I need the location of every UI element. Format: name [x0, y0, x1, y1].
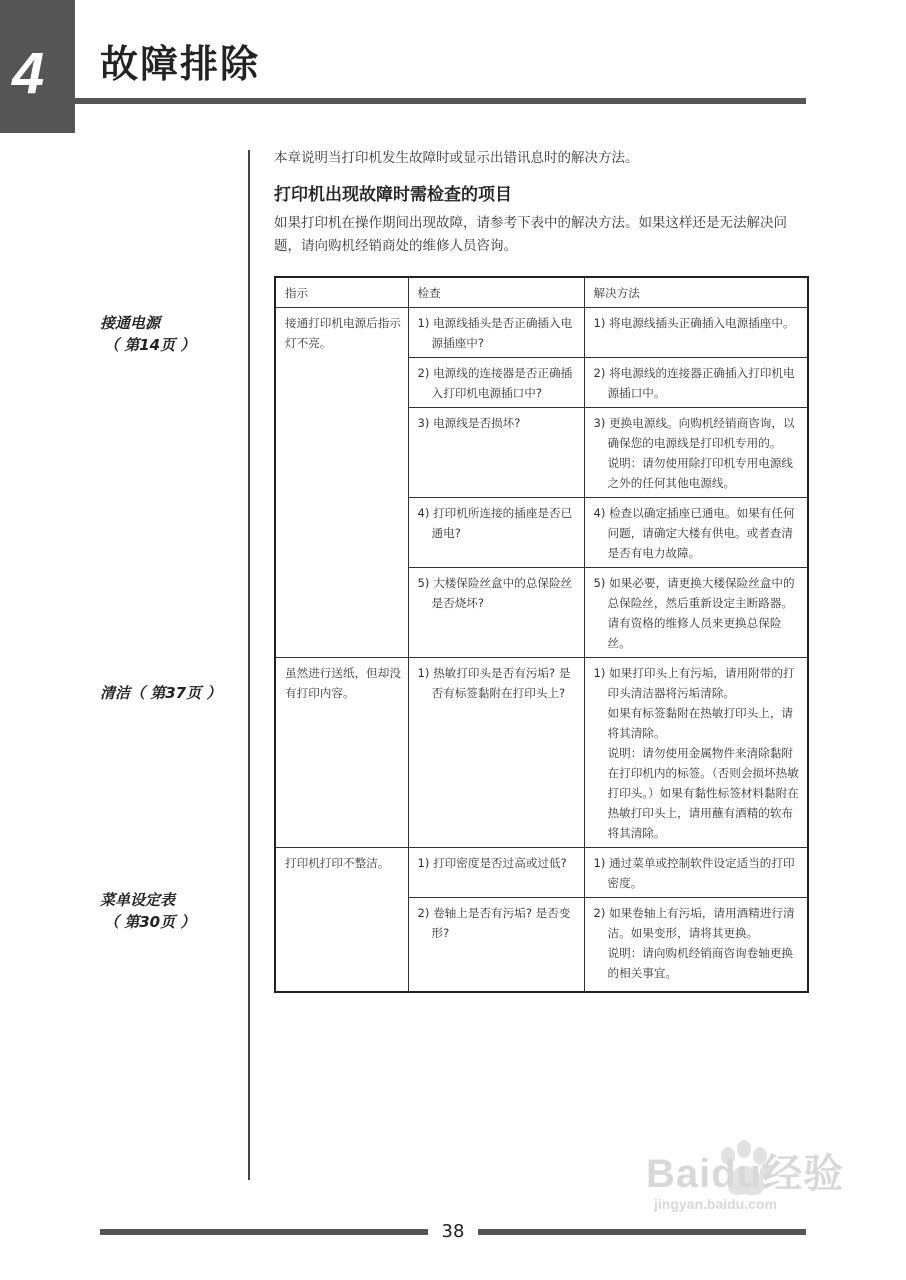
header-solution: 解决方法 [584, 277, 808, 308]
footer-bar-right [478, 1229, 806, 1235]
check-cell [408, 568, 584, 658]
check-text: 1) 电源线插头是否正确插入电源插座中? [417, 316, 573, 350]
section-description: 如果打印机在操作期间出现故障，请参考下表中的解决方法。如果这样还是无法解决问题，请向购机经销商处的维修人员咨询。 [274, 215, 787, 254]
chapter-title: 故障排除 [100, 42, 261, 86]
indication-text: 打印机打印不整洁。 [285, 856, 390, 870]
check-text: 2) 卷轴上是否有污垢? 是否变形? [417, 906, 571, 940]
solution-text: 5) 如果必要，请更换大楼保险丝盒中的总保险丝，然后重新设定主断路器。请有资格的维修人员来更换总保险丝。 [593, 576, 795, 650]
chapter-intro: 本章说明当打印机发生故障时或显示出错讯息时的解决方法。 [274, 150, 639, 166]
sidenote-power[interactable] [100, 312, 195, 356]
watermark-url: jingyan.baidu.com [654, 1196, 777, 1212]
troubleshooting-table [274, 276, 809, 993]
table-row [275, 658, 808, 848]
title-divider [75, 98, 806, 104]
solution-cell [584, 498, 808, 568]
solution-text: 1) 将电源线插头正确插入电源插座中。 [593, 316, 795, 330]
check-cell [408, 658, 584, 848]
footer-bar-left [100, 1229, 428, 1235]
check-text: 1) 打印密度是否过高或过低? [417, 856, 567, 870]
solution-cell [584, 848, 808, 898]
chapter-number: 4 [12, 41, 45, 106]
page-number: 38 [441, 1221, 465, 1242]
solution-cell [584, 568, 808, 658]
check-cell [408, 308, 584, 358]
solution-note: 说明：请勿使用除打印机专用电源线之外的任何其他电源线。 [607, 456, 794, 490]
solution-note: 说明：请勿使用金属物件来清除黏附在打印机内的标签。（否则会损坏热敏打印头。）如果有黏性标签材料黏附在热敏打印头上，请用蘸有酒精的软布将其清除。 [607, 746, 799, 840]
check-text: 3) 电源线是否损坏? [417, 416, 521, 430]
indication-text: 虽然进行送纸，但却没有打印内容。 [285, 666, 401, 700]
solution-cell [584, 308, 808, 358]
margin-vertical-rule [248, 150, 250, 1180]
solution-text: 1) 通过菜单或控制软件设定适当的打印密度。 [593, 856, 795, 890]
solution-text: 2) 如果卷轴上有污垢，请用酒精进行清洁。如果变形，请将其更换。 [593, 906, 795, 940]
indication-text: 接通打印机电源后指示灯不亮。 [285, 316, 401, 350]
table-row [275, 848, 808, 898]
solution-text: 2) 将电源线的连接器正确插入打印机电源插口中。 [593, 366, 795, 400]
watermark [646, 1152, 846, 1222]
sidenote-menu-table[interactable] [100, 889, 195, 933]
check-cell [408, 358, 584, 408]
solution-cell [584, 658, 808, 848]
indication-cell [275, 658, 408, 848]
header-indication: 指示 [275, 277, 408, 308]
check-cell [408, 498, 584, 568]
indication-cell [275, 848, 408, 993]
sidenote-power-title: 接通电源 [100, 314, 161, 332]
check-cell [408, 848, 584, 898]
check-text: 2) 电源线的连接器是否正确插入打印机电源插口中? [417, 366, 573, 400]
sidenote-power-ref: （ 第14页 ） [104, 336, 196, 354]
sidenote-cleaning[interactable] [100, 682, 221, 704]
indication-cell [275, 308, 408, 658]
check-text: 1) 热敏打印头是否有污垢? 是否有标签黏附在打印头上? [417, 666, 571, 700]
sidenote-cleaning-title: 清洁（ 第37页 ） [100, 684, 222, 702]
check-cell [408, 898, 584, 993]
table-header-row [275, 277, 808, 308]
table-row [275, 308, 808, 358]
check-cell [408, 408, 584, 498]
solution-cell [584, 408, 808, 498]
check-text: 4) 打印机所连接的插座是否已通电? [417, 506, 573, 540]
solution-note: 说明：请向购机经销商咨询卷轴更换的相关事宜。 [607, 946, 794, 980]
solution-text: 3) 更换电源线。向购机经销商咨询，以确保您的电源线是打印机专用的。 [593, 416, 795, 450]
check-text: 5) 大楼保险丝盒中的总保险丝是否烧坏? [417, 576, 573, 610]
sidenote-menu-ref: （ 第30页 ） [104, 913, 196, 931]
chapter-number-block [0, 0, 75, 133]
header-check: 检查 [408, 277, 584, 308]
solution-cell [584, 898, 808, 993]
watermark-brand: Baidu经验 [646, 1152, 845, 1196]
solution-text: 4) 检查以确定插座已通电。如果有任何问题，请确定大楼有供电。或者查清是否有电力故障。 [593, 506, 795, 560]
section-heading: 打印机出现故障时需检查的项目 [274, 185, 512, 205]
solution-note: 如果有标签黏附在热敏打印头上，请将其清除。 [607, 706, 794, 740]
solution-cell [584, 358, 808, 408]
solution-text: 1) 如果打印头上有污垢，请用附带的打印头清洁器将污垢清除。 [593, 666, 795, 700]
sidenote-menu-title: 菜单设定表 [100, 891, 176, 909]
